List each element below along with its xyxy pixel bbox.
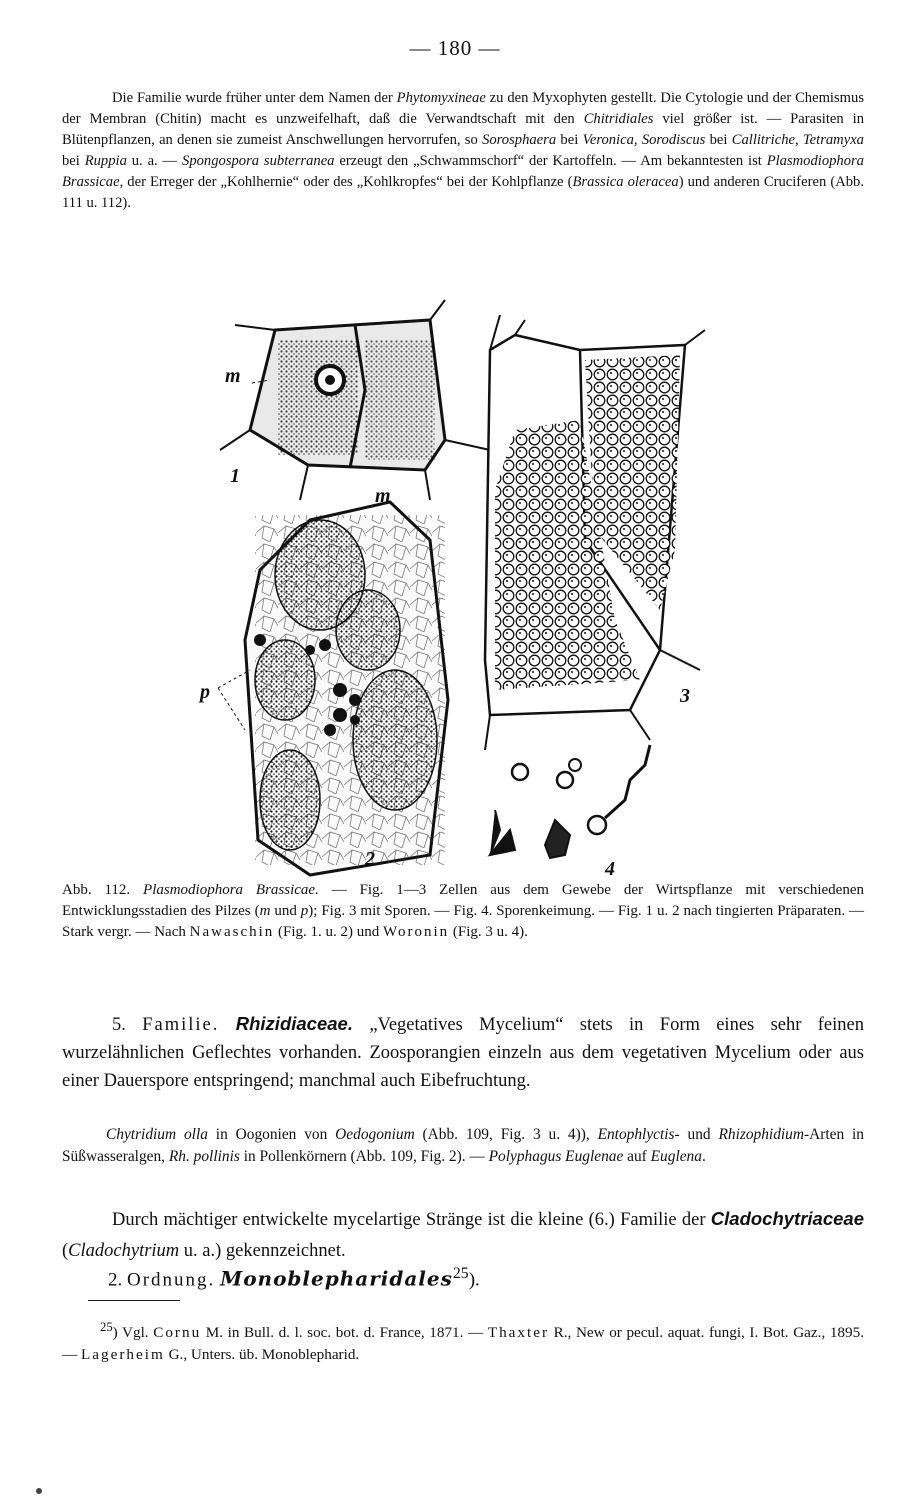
label-m-bottom: m bbox=[375, 485, 391, 507]
figure-4-spore-germination bbox=[490, 745, 650, 858]
page-number: — 180 — bbox=[409, 36, 501, 60]
figure-1-cells bbox=[220, 300, 490, 500]
label-fig-1: 1 bbox=[230, 465, 240, 487]
label-p: p bbox=[200, 681, 210, 703]
figure-2-cell bbox=[245, 502, 448, 875]
examples-paragraph: Chytridium olla in Oogonien von Oedogonium (Abb. 109, Fig. 3 u. 4)), Entophlyctis- und Rhizophidium-Arten in Süßwasseralgen, Rh. pollinis in Pollenkörnern (Abb. 109, Fig. 2). — Polyphagus Euglenae auf Euglena. bbox=[62, 1126, 865, 1165]
label-fig-4: 4 bbox=[605, 858, 615, 880]
footnote-25: $^{25}$) Vgl. Cornu M. in Bull. d. l. soc. bot. d. France, 1871. — Thaxter R., New or pecul. aquat. fungi, I. Bot. Gaz., 1895. — Lagerheim G., Unters. üb. Monoblepharid. bbox=[62, 1320, 864, 1364]
intro-paragraph: Die Familie wurde früher unter dem Namen der Phytomyxineae zu den Myxophyten gestellt. Die Cytologie und der Chemismus der Membran (Chitin) macht es unzweifelhaft, daß die Verwandtschaft mit den Chitridiales viel größer ist. — Parasiten in Blütenpflanzen, an denen sie zumeist Anschwellungen hervorrufen, so Sorosphaera bei Veronica, Sorodiscus bei Callitriche, Tetramyxa bei Ruppia u. a. — Spongospora subterranea erzeugt den „Schwammschorf“ der Kartoffeln. — Am bekanntesten ist Plasmodiophora Brassicae, der Erreger der „Kohlhernie“ oder des „Kohlkropfes“ bei der Kohlpflanze (Brassica oleracea) und anderen Cruciferen (Abb. 111 u. 112). bbox=[62, 90, 864, 211]
figure-caption: Abb. 112. Plasmodiophora Brassicae. — Fig. 1—3 Zellen aus dem Gewebe der Wirtspflanze mit verschiedenen Entwicklungsstadien des Pilzes (m und p); Fig. 3 mit Sporen. — Fig. 4. Sporenkeimung. — Fig. 1 u. 2 nach tingierten Präparaten. — Stark vergr. — Nach Nawaschin (Fig. 1. u. 2) und Woronin (Fig. 3 u. 4). bbox=[62, 882, 864, 940]
footnote-rule bbox=[88, 1300, 180, 1301]
figure-plasmodiophora bbox=[190, 290, 710, 880]
scan-speck bbox=[36, 1488, 42, 1494]
section-family-6: Durch mächtiger entwickelte mycelartige Stränge ist die kleine (6.) Familie der Cladochytriaceae (Cladochytrium u. a.) gekennzeichnet. bbox=[62, 1208, 864, 1261]
label-fig-3: 3 bbox=[680, 685, 690, 707]
order-heading: 2. Ordnung. Monoblepharidales$^{25}$). bbox=[108, 1265, 480, 1291]
label-m-top: m bbox=[225, 365, 241, 387]
section-family-5: 5. Familie. Rhizidiaceae. „Vegetatives Mycelium“ stets in Form eines sehr feinen wurzelähnlichen Geflechtes vorhanden. Zoosporangien einzeln aus dem vegetativen Mycelium oder aus einer Dauerspore entspringend; manchmal auch Eibefruchtung. bbox=[62, 1013, 864, 1091]
label-fig-2: 2 bbox=[365, 848, 375, 870]
figure-3-cells bbox=[485, 315, 705, 750]
